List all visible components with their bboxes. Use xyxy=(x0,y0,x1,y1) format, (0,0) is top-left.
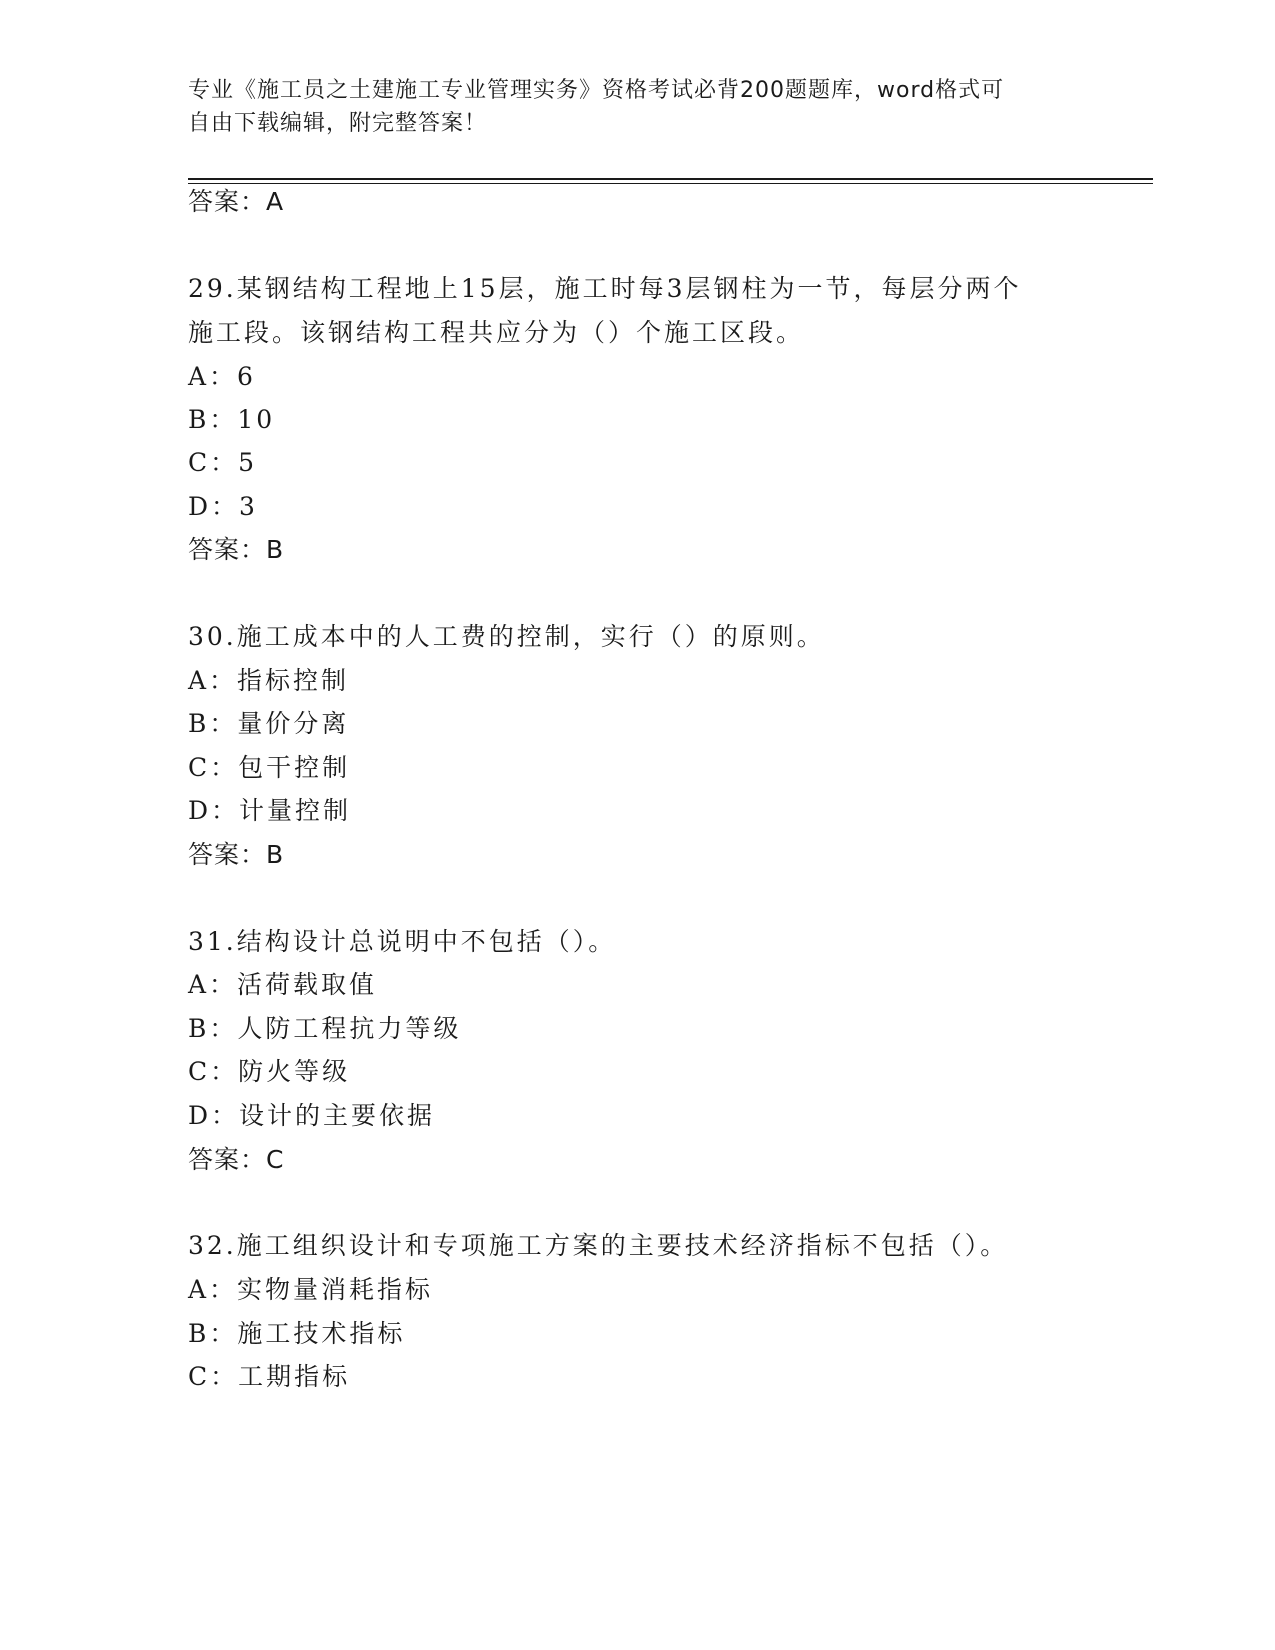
question-30-option-d: D：计量控制 xyxy=(188,796,352,825)
question-31-option-c: C：防火等级 xyxy=(188,1057,351,1086)
question-31-option-a: A：活荷载取值 xyxy=(188,970,378,999)
question-29-option-a: A：6 xyxy=(188,362,256,391)
question-31-option-b: B：人防工程抗力等级 xyxy=(188,1014,462,1043)
question-31-answer: 答案：C xyxy=(188,1145,285,1174)
question-31-stem-line-1: 31.结构设计总说明中不包括（）。 xyxy=(188,927,617,956)
question-32-option-a: A：实物量消耗指标 xyxy=(188,1275,434,1304)
previous-answer: 答案：A xyxy=(188,187,285,216)
question-30-stem-line-1: 30.施工成本中的人工费的控制，实行（）的原则。 xyxy=(188,622,825,651)
document-header xyxy=(188,74,1068,140)
question-32-option-b: B：施工技术指标 xyxy=(188,1319,406,1348)
question-30-option-a: A：指标控制 xyxy=(188,666,350,695)
header-line-1: 专业《施工员之土建施工专业管理实务》资格考试必背200题题库，word格式可 xyxy=(188,78,1005,103)
header-line-2: 自由下载编辑，附完整答案！ xyxy=(188,111,488,136)
question-30-answer: 答案：B xyxy=(188,840,285,869)
question-30-option-b: B：量价分离 xyxy=(188,709,350,738)
document-page xyxy=(188,0,1153,1650)
question-31-option-d: D：设计的主要依据 xyxy=(188,1101,436,1130)
question-29-option-b: B：10 xyxy=(188,405,276,434)
header-divider-thick xyxy=(188,178,1153,180)
question-30-option-c: C：包干控制 xyxy=(188,753,351,782)
question-32-stem-line-1: 32.施工组织设计和专项施工方案的主要技术经济指标不包括（）。 xyxy=(188,1231,1009,1260)
question-29-stem-line-1: 29.某钢结构工程地上15层，施工时每3层钢柱为一节，每层分两个 xyxy=(188,274,1022,303)
question-29-answer: 答案：B xyxy=(188,535,285,564)
header-divider-thin xyxy=(188,183,1153,184)
question-29-option-d: D：3 xyxy=(188,492,258,521)
question-29-stem-line-2: 施工段。该钢结构工程共应分为（）个施工区段。 xyxy=(188,318,805,347)
question-32-option-c: C：工期指标 xyxy=(188,1362,351,1391)
question-29-option-c: C：5 xyxy=(188,448,258,477)
